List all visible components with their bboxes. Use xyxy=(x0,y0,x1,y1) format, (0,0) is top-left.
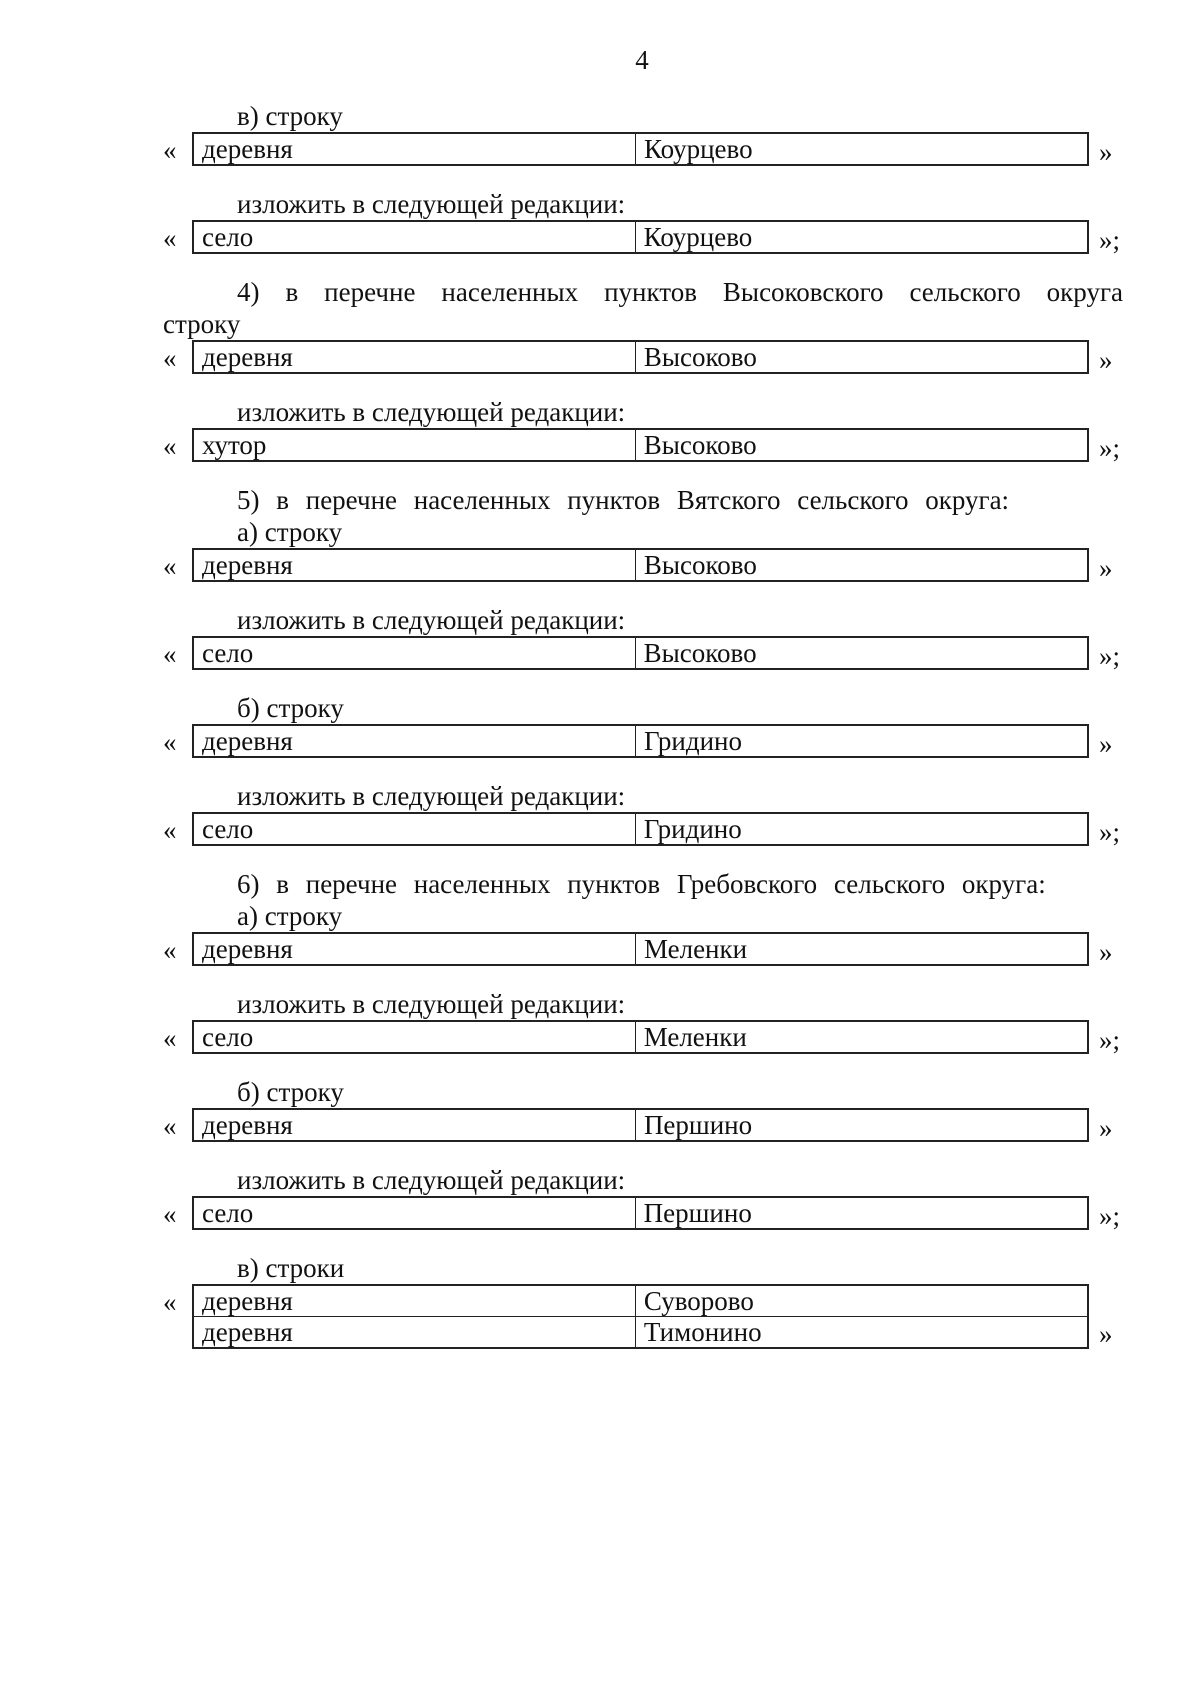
new-entry-table-block xyxy=(163,428,1123,466)
table-row xyxy=(193,1109,1088,1141)
settlement-type-cell: село xyxy=(193,221,635,253)
closing-quote: » xyxy=(1099,729,1113,759)
table-row xyxy=(193,933,1088,965)
closing-quote: » xyxy=(1099,345,1113,375)
page-number: 4 xyxy=(635,45,649,75)
table-row xyxy=(193,637,1088,669)
closing-quote: »; xyxy=(1099,641,1121,671)
closing-quote: »; xyxy=(1099,225,1121,255)
settlement-name-cell: Меленки xyxy=(635,933,1088,965)
settlement-type-cell: деревня xyxy=(193,1317,635,1349)
section-heading: б) строку xyxy=(237,693,344,723)
settlement-name-cell: Высоково xyxy=(635,549,1088,581)
section-heading: 5) в перечне населенных пунктов Вятского сельского округа: xyxy=(237,485,1010,515)
old-entry-table xyxy=(192,1284,1089,1349)
new-entry-table xyxy=(192,636,1089,670)
old-entry-table xyxy=(192,932,1089,966)
old-entry-table-block xyxy=(163,1284,1123,1352)
opening-quote: « xyxy=(163,639,177,669)
opening-quote: « xyxy=(163,431,177,461)
opening-quote: « xyxy=(163,1111,177,1141)
settlement-name-cell: Коурцево xyxy=(635,221,1088,253)
new-entry-table-block xyxy=(163,1196,1123,1234)
settlement-name-cell: Гридино xyxy=(635,813,1088,845)
new-entry-table-block xyxy=(163,636,1123,674)
new-entry-table-block xyxy=(163,812,1123,850)
new-entry-table xyxy=(192,1020,1089,1054)
settlement-name-cell: Тимонино xyxy=(635,1317,1088,1349)
settlement-type-cell: деревня xyxy=(193,933,635,965)
closing-quote: »; xyxy=(1099,1025,1121,1055)
table-row xyxy=(193,549,1088,581)
section-heading: 4) в перечне населенных пунктов Высоковского сельского округа строку xyxy=(163,277,1123,339)
opening-quote: « xyxy=(163,343,177,373)
table-row xyxy=(193,133,1088,165)
opening-quote: « xyxy=(163,935,177,965)
new-entry-table-block xyxy=(163,220,1123,258)
old-entry-table-block xyxy=(163,932,1123,970)
settlement-name-cell: Высоково xyxy=(635,429,1088,461)
new-entry-table xyxy=(192,220,1089,254)
table-row xyxy=(193,1285,1088,1317)
old-entry-table-block xyxy=(163,132,1123,170)
section-subheading: а) строку xyxy=(237,517,343,547)
settlement-type-cell: деревня xyxy=(193,1285,635,1317)
old-entry-table-block xyxy=(163,724,1123,762)
new-wording-label: изложить в следующей редакции: xyxy=(237,1165,626,1195)
table-row xyxy=(193,813,1088,845)
closing-quote: »; xyxy=(1099,433,1121,463)
closing-quote: »; xyxy=(1099,1201,1121,1231)
old-entry-table-block xyxy=(163,1108,1123,1146)
closing-quote: » xyxy=(1099,137,1113,167)
settlement-type-cell: деревня xyxy=(193,133,635,165)
opening-quote: « xyxy=(163,815,177,845)
settlement-name-cell: Суворово xyxy=(635,1285,1088,1317)
old-entry-table xyxy=(192,548,1089,582)
settlement-type-cell: деревня xyxy=(193,1109,635,1141)
old-entry-table xyxy=(192,132,1089,166)
opening-quote: « xyxy=(163,1199,177,1229)
new-wording-label: изложить в следующей редакции: xyxy=(237,189,626,219)
closing-quote: »; xyxy=(1099,817,1121,847)
settlement-name-cell: Гридино xyxy=(636,725,1088,757)
closing-quote: » xyxy=(1099,1113,1113,1143)
settlement-name-cell: Коурцево xyxy=(635,133,1088,165)
old-entry-table-block xyxy=(163,548,1123,586)
section-heading: в) строку xyxy=(237,101,343,131)
settlement-name-cell: Першино xyxy=(635,1109,1088,1141)
settlement-type-cell: село xyxy=(193,637,635,669)
old-entry-table xyxy=(192,724,1089,758)
settlement-name-cell: Першино xyxy=(635,1197,1088,1229)
new-entry-table-block xyxy=(163,1020,1123,1058)
new-wording-label: изложить в следующей редакции: xyxy=(237,605,626,635)
table-row xyxy=(193,341,1088,373)
table-row xyxy=(193,1317,1088,1349)
new-entry-table xyxy=(192,428,1089,462)
settlement-name-cell: Высоково xyxy=(635,637,1088,669)
new-entry-table xyxy=(192,1196,1089,1230)
settlement-type-cell: село xyxy=(193,813,635,845)
document-body xyxy=(163,100,1123,1370)
new-wording-label: изложить в следующей редакции: xyxy=(237,989,626,1019)
new-wording-label: изложить в следующей редакции: xyxy=(237,397,626,427)
closing-quote: » xyxy=(1099,553,1113,583)
section-heading: б) строку xyxy=(237,1077,344,1107)
settlement-type-cell: деревня xyxy=(193,549,635,581)
opening-quote: « xyxy=(163,223,177,253)
section-subheading: а) строку xyxy=(237,901,343,931)
settlement-type-cell: село xyxy=(193,1021,635,1053)
table-row xyxy=(193,221,1088,253)
settlement-name-cell: Высоково xyxy=(635,341,1088,373)
section-heading: 6) в перечне населенных пунктов Гребовского сельского округа: xyxy=(237,869,1046,899)
table-row xyxy=(193,1197,1088,1229)
settlement-name-cell: Меленки xyxy=(635,1021,1088,1053)
settlement-type-cell: село xyxy=(193,1197,635,1229)
opening-quote: « xyxy=(163,727,177,757)
opening-quote: « xyxy=(163,1287,177,1317)
table-row xyxy=(193,1021,1088,1053)
table-row xyxy=(193,429,1088,461)
closing-quote: » xyxy=(1099,1319,1113,1349)
old-entry-table xyxy=(192,1108,1089,1142)
new-wording-label: изложить в следующей редакции: xyxy=(237,781,626,811)
old-entry-table xyxy=(192,340,1089,374)
opening-quote: « xyxy=(163,551,177,581)
section-heading: в) строки xyxy=(237,1253,345,1283)
new-entry-table xyxy=(192,812,1089,846)
table-row xyxy=(193,725,1088,757)
settlement-type-cell: деревня xyxy=(193,341,635,373)
opening-quote: « xyxy=(163,1023,177,1053)
old-entry-table-block xyxy=(163,340,1123,378)
settlement-type-cell: деревня xyxy=(193,725,636,757)
opening-quote: « xyxy=(163,135,177,165)
settlement-type-cell: хутор xyxy=(193,429,635,461)
closing-quote: » xyxy=(1099,937,1113,967)
